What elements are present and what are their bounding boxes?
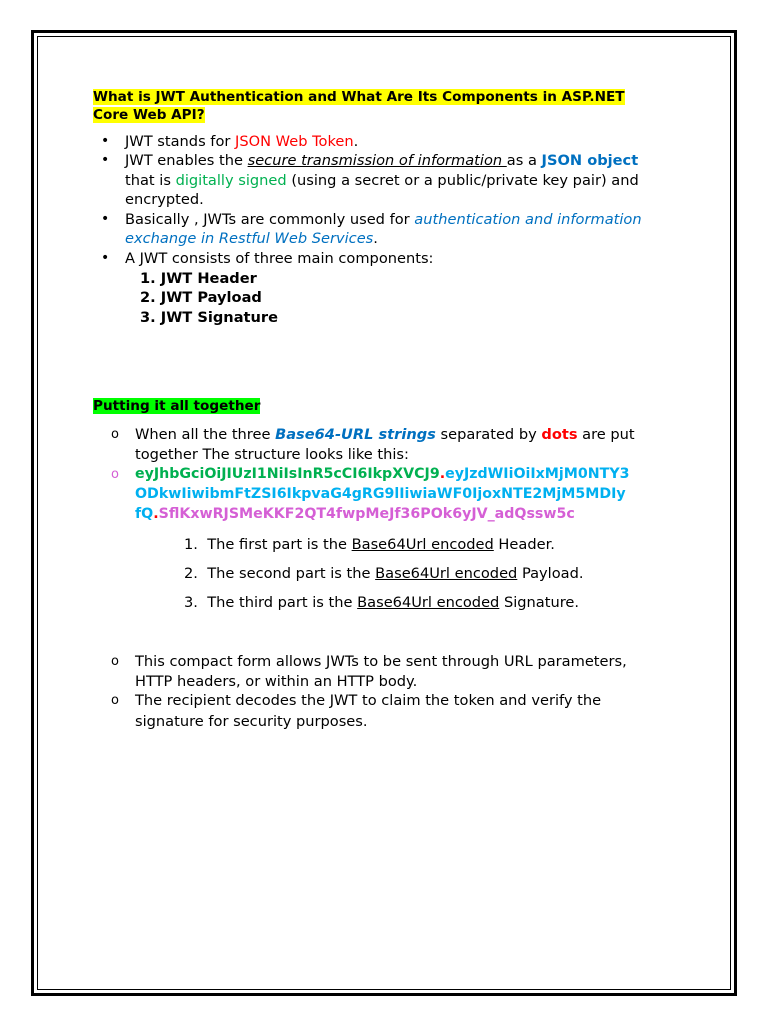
bullet-basically xyxy=(125,210,642,229)
text: When all the three xyxy=(135,426,276,443)
text: . xyxy=(353,133,359,150)
token-dot: . xyxy=(439,466,446,482)
bullet-compact-form: This compact form allows JWTs to be sent through URL parameters, xyxy=(135,653,627,670)
bullet-recipient-decodes: The recipient decodes the JWT to claim the token and verify the xyxy=(135,692,602,709)
bullet-secure-transmission-line2 xyxy=(125,171,639,190)
text: JWT enables the xyxy=(125,152,248,169)
component-payload: 2. JWT Payload xyxy=(140,289,262,306)
jwt-token-line2 xyxy=(135,485,626,504)
circle-bullet: o xyxy=(111,467,119,482)
text: are put xyxy=(577,426,635,443)
section1-heading xyxy=(93,87,625,127)
part-item-1 xyxy=(184,535,555,554)
restful-text: exchange in Restful Web Services xyxy=(125,230,374,247)
list-number: 2. xyxy=(184,565,198,582)
bullet-secure-transmission xyxy=(125,151,638,170)
dots-text: dots xyxy=(541,426,578,443)
circle-bullet: o xyxy=(111,693,119,708)
text: . xyxy=(373,230,378,247)
text: (using a secret or a public/private key pair) and xyxy=(286,172,639,189)
underlined-text: secure transmission of information xyxy=(247,152,507,169)
bullet-when-all-three-line2: together The structure looks like this: xyxy=(135,446,409,463)
text: as a xyxy=(506,152,542,169)
text: The second part is the xyxy=(207,565,376,582)
component-signature: 3. JWT Signature xyxy=(140,309,278,326)
text: Basically , JWTs are commonly used for xyxy=(125,211,415,228)
bullet-marker: • xyxy=(101,211,110,227)
list-number: 3. xyxy=(184,594,198,611)
base64-url-strings-text: Base64-URL strings xyxy=(275,426,436,443)
bullet-compact-form-line2: HTTP headers, or within an HTTP body. xyxy=(135,673,418,690)
text: Header. xyxy=(493,536,555,553)
heading-line2: Core Web API? xyxy=(93,107,205,123)
bullet-three-components: A JWT consists of three main components: xyxy=(125,250,434,267)
text: separated by xyxy=(435,426,542,443)
text: JWT stands for xyxy=(125,133,236,150)
underlined-text: Base64Url encoded xyxy=(351,536,494,553)
json-web-token-text: JSON Web Token xyxy=(235,133,354,150)
section2-heading xyxy=(93,396,260,416)
text: The third part is the xyxy=(207,594,358,611)
underlined-text: Base64Url encoded xyxy=(357,594,500,611)
text: Payload. xyxy=(517,565,584,582)
bullet-jwt-stands-for xyxy=(125,132,358,151)
underlined-text: Base64Url encoded xyxy=(375,565,518,582)
bullet-secure-transmission-line3: encrypted. xyxy=(125,191,204,208)
jwt-token-line1 xyxy=(135,465,629,484)
bullet-basically-line2 xyxy=(125,229,378,248)
heading-line1: What is JWT Authentication and What Are Its Components in ASP.NET xyxy=(93,89,625,105)
text: that is xyxy=(125,172,176,189)
bullet-marker: • xyxy=(101,133,110,149)
bullet-marker: • xyxy=(101,152,110,168)
part-item-3 xyxy=(184,593,579,612)
bullet-marker: • xyxy=(101,250,110,266)
circle-bullet: o xyxy=(111,427,119,442)
circle-bullet: o xyxy=(111,654,119,669)
token-payload-part: ODkwIiwibmFtZSI6IkpvaG4gRG9lIiwiaWF0IjoxNTE2MjM5MDIy xyxy=(135,486,626,502)
token-payload-part: eyJzdWIiOiIxMjM0NTY3 xyxy=(445,466,630,482)
text: Signature. xyxy=(499,594,579,611)
token-payload-part: fQ xyxy=(135,506,154,522)
jwt-token-line3 xyxy=(135,505,575,524)
json-object-text: JSON object xyxy=(541,152,639,169)
token-header-part: eyJhbGciOiJIUzI1NiIsInR5cCI6IkpXVCJ9 xyxy=(135,466,440,482)
digitally-signed-text: digitally signed xyxy=(175,172,287,189)
component-header: 1. JWT Header xyxy=(140,270,257,287)
bullet-when-all-three xyxy=(135,425,635,444)
putting-together-heading: Putting it all together xyxy=(93,398,261,414)
auth-info-text: authentication and information xyxy=(414,211,642,228)
bullet-recipient-decodes-line2: signature for security purposes. xyxy=(135,713,368,730)
text: The first part is the xyxy=(207,536,352,553)
token-signature-part: SflKxwRJSMeKKF2QT4fwpMeJf36POk6yJV_adQssw5c xyxy=(158,506,575,522)
token-dot: . xyxy=(153,506,159,522)
list-number: 1. xyxy=(184,536,198,553)
part-item-2 xyxy=(184,564,584,583)
